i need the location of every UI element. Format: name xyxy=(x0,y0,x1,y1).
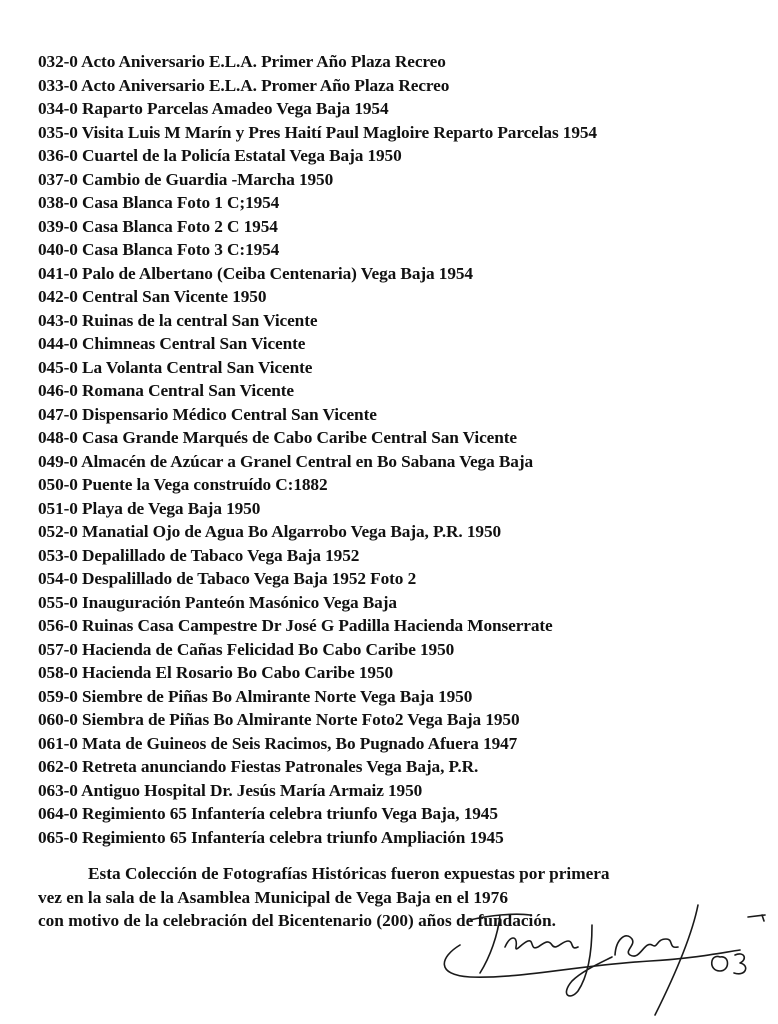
signature-surname-stroke xyxy=(615,936,678,956)
signature-name-stroke xyxy=(505,938,578,949)
list-item: 059-0 Siembre de Piñas Bo Almirante Norte Vega Baja 1950 xyxy=(38,686,473,706)
list-item: 052-0 Manatial Ojo de Agua Bo Algarrobo Vega Baja, P.R. 1950 xyxy=(38,522,502,541)
signature-letter-t xyxy=(470,914,530,973)
signature-date-zero xyxy=(712,956,728,971)
list-item: 033-0 Acto Aniversario E.L.A. Promer Año Plaza Recreo xyxy=(38,75,450,95)
list-item: 062-0 Retreta anunciando Fiestas Patronales Vega Baja, P.R. xyxy=(38,757,479,776)
list-item: 042-0 Central San Vicente 1950 xyxy=(38,287,267,306)
signature-flourish xyxy=(444,945,740,977)
list-item: 032-0 Acto Aniversario E.L.A. Primer Año Plaza Recreo xyxy=(38,52,446,71)
closing-line-2: vez en la sala de la Asamblea Municipal de Vega Baja en el 1976 xyxy=(38,887,508,907)
signature-tick xyxy=(748,915,765,921)
list-item: 046-0 Romana Central San Vicente xyxy=(38,381,295,400)
list-item: 050-0 Puente la Vega construído C:1882 xyxy=(38,475,328,494)
list-item: 056-0 Ruinas Casa Campestre Dr José G Padilla Hacienda Monserrate xyxy=(38,616,553,635)
list-item: 058-0 Hacienda El Rosario Bo Cabo Caribe 1950 xyxy=(38,663,394,682)
list-item: 034-0 Raparto Parcelas Amadeo Vega Baja 1954 xyxy=(38,99,389,118)
list-item: 061-0 Mata de Guineos de Seis Racimos, Bo Pugnado Afuera 1947 xyxy=(38,733,518,753)
list-item: 041-0 Palo de Albertano (Ceiba Centenaria) Vega Baja 1954 xyxy=(38,263,473,283)
list-item: 036-0 Cuartel de la Policía Estatal Vega Baja 1950 xyxy=(38,146,402,165)
list-item: 055-0 Inauguración Panteón Masónico Vega Baja xyxy=(38,592,397,612)
list-item: 048-0 Casa Grande Marqués de Cabo Caribe Central San Vicente xyxy=(38,428,517,447)
list-item: 053-0 Depalillado de Tabaco Vega Baja 1952 xyxy=(38,545,360,565)
list-item: 057-0 Hacienda de Cañas Felicidad Bo Cabo Caribe 1950 xyxy=(38,639,455,659)
list-item: 039-0 Casa Blanca Foto 2 C 1954 xyxy=(38,216,278,236)
list-item: 049-0 Almacén de Azúcar a Granel Central en Bo Sabana Vega Baja xyxy=(38,451,534,471)
list-item: 045-0 La Volanta Central San Vicente xyxy=(38,357,313,377)
list-item: 051-0 Playa de Vega Baja 1950 xyxy=(38,498,261,518)
list-item: 037-0 Cambio de Guardia -Marcha 1950 xyxy=(38,169,334,189)
list-item: 054-0 Despalillado de Tabaco Vega Baja 1952 Foto 2 xyxy=(38,569,417,588)
list-item: 047-0 Dispensario Médico Central San Vicente xyxy=(38,404,377,424)
list-item: 064-0 Regimiento 65 Infantería celebra triunfo Vega Baja, 1945 xyxy=(38,804,498,823)
list-item: 043-0 Ruinas de la central San Vicente xyxy=(38,310,318,330)
signature-date-three xyxy=(734,954,746,974)
list-item: 060-0 Siembra de Piñas Bo Almirante Norte Foto2 Vega Baja 1950 xyxy=(38,710,520,729)
list-item: 038-0 Casa Blanca Foto 1 C;1954 xyxy=(38,193,280,212)
closing-line-3: con motivo de la celebración del Bicentenario (200) años de fundación. xyxy=(38,911,556,930)
list-item: 063-0 Antiguo Hospital Dr. Jesús María Armaiz 1950 xyxy=(38,780,423,800)
list-item: 035-0 Visita Luis M Marín y Pres Haití Paul Magloire Reparto Parcelas 1954 xyxy=(38,122,597,142)
list-item: 065-0 Regimiento 65 Infantería celebra triunfo Ampliación 1945 xyxy=(38,827,504,847)
photo-entry-list xyxy=(38,50,597,849)
closing-line-1: Esta Colección de Fotografías Históricas fueron expuestas por primera xyxy=(88,864,610,883)
list-item: 040-0 Casa Blanca Foto 3 C:1954 xyxy=(38,240,280,259)
handwritten-signature xyxy=(430,895,775,1020)
signature-letter-j xyxy=(566,925,612,996)
list-item: 044-0 Chimneas Central San Vicente xyxy=(38,334,306,353)
